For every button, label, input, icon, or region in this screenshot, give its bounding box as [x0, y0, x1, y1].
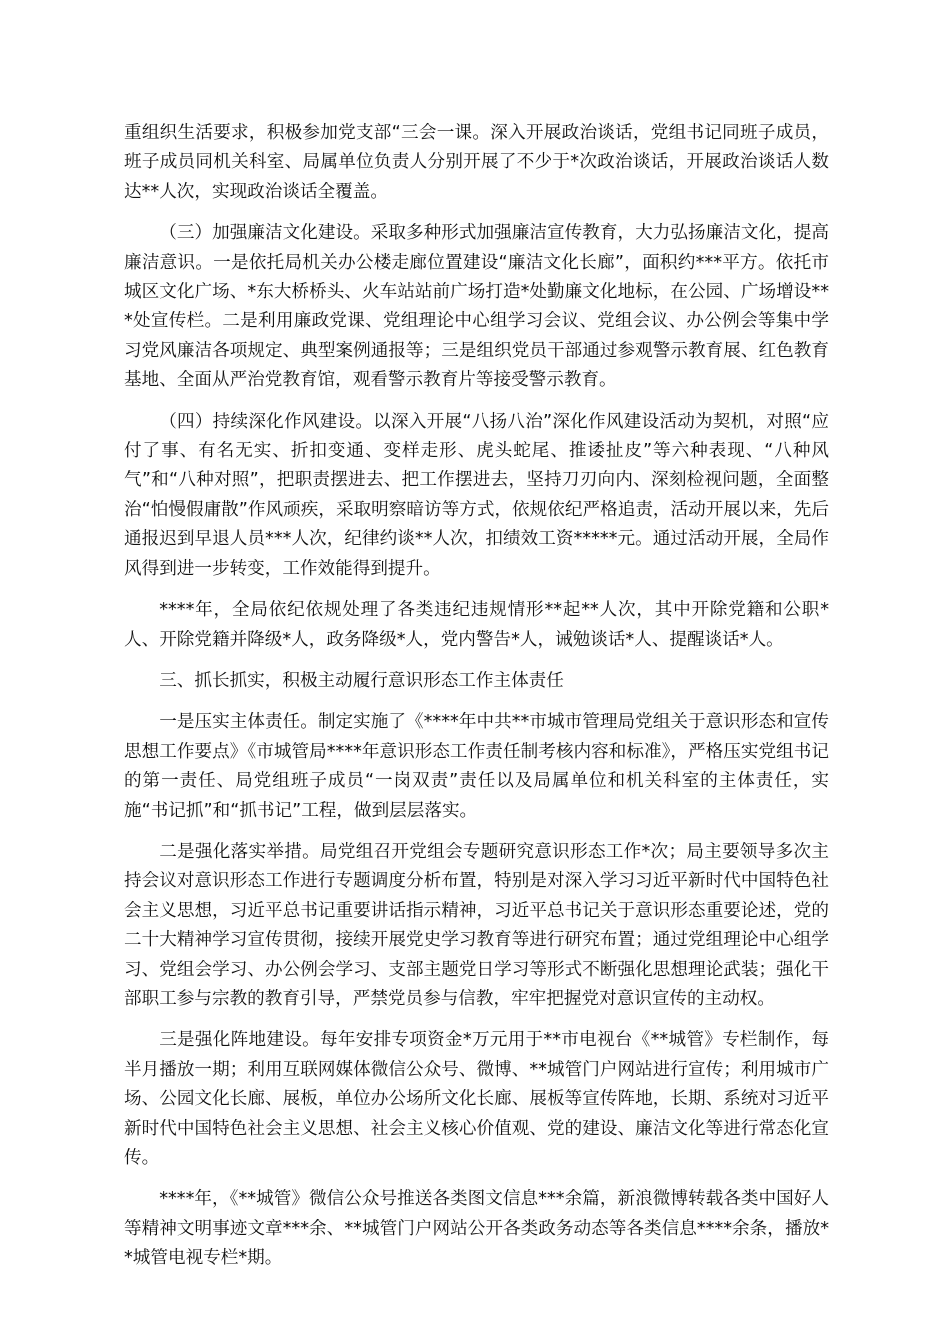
section-heading-ideology: 三、抓长抓实，积极主动履行意识形态工作主体责任	[159, 670, 564, 691]
paragraph-work-style: （四）持续深化作风建设。以深入开展“八扬八治”深化作风建设活动为契机，对照“应付了事、有名无实、折扣变通、变样走形、虎头蛇尾、推诿扯皮”等六种表现、“八种风气”和“八种对照”，把职责摆进去、把工作摆进去，坚持刀刃向内、深刻检视问题，全面整治“怕慢假庸散”作风顽疾，采取明察暗访等方式，依规依纪严格追责，活动开展以来，先后通报迟到早退人员***人次，纪律约谈**人次，扣绩效工资*****元。通过活动开展，全局作风得到进一步转变，工作效能得到提升。	[124, 411, 829, 579]
paragraph-continuation: 重组织生活要求，积极参加党支部“三会一课。深入开展政治谈话，党组书记同班子成员，班子成员同机关科室、局属单位负责人分别开展了不少于*次政治谈话，开展政治谈话人数达**人次，实现政治谈话全覆盖。	[124, 123, 829, 202]
paragraph-responsibility: 一是压实主体责任。制定实施了《****年中共**市城市管理局党组关于意识形态和宣传思想工作要点》《市城管局****年意识形态工作责任制考核内容和标准》，严格压实党组书记的第一责任、局党组班子成员“一岗双责”责任以及局属单位和机关科室的主体责任，实施“书记抓”和“抓书记”工程，做到层层落实。	[124, 712, 829, 821]
paragraph-position-building: 三是强化阵地建设。每年安排专项资金*万元用于**市电视台《**城管》专栏制作，每半月播放一期；利用互联网媒体微信公众号、微博、**城管门户网站进行宣传；利用城市广场、公园文化长廊、展板，单位办公场所文化长廊、展板等宣传阵地，长期、系统对习近平新时代中国特色社会主义思想、社会主义核心价值观、党的建设、廉洁文化等进行常态化宣传。	[124, 1030, 829, 1168]
paragraph-discipline-stats: ****年，全局依纪依规处理了各类违纪违规情形**起**人次，其中开除党籍和公职*人、开除党籍并降级*人，政务降级*人，党内警告*人，诫勉谈话*人、提醒谈话*人。	[124, 600, 829, 650]
paragraph-integrity-culture: （三）加强廉洁文化建设。采取多种形式加强廉洁宣传教育，大力弘扬廉洁文化，提高廉洁意识。一是依托局机关办公楼走廊位置建设“廉洁文化长廊”，面积约***平方。依托市城区文化广场、*东大桥桥头、火车站站前广场打造*处勤廉文化地标，在公园、广场增设***处宣传栏。二是利用廉政党课、党组理论中心组学习会议、党组会议、办公例会等集中学习党风廉洁各项规定、典型案例通报等；三是组织党员干部通过参观警示教育展、红色教育基地、全面从严治党教育馆，观看警示教育片等接受警示教育。	[124, 223, 829, 391]
paragraph-publicity-stats: ****年，《**城管》微信公众号推送各类图文信息***余篇，新浪微博转载各类中国好人等精神文明事迹文章***余、**城管门户网站公开各类政务动态等各类信息****余条，播放**城管电视专栏*期。	[124, 1189, 829, 1269]
document-page	[124, 119, 829, 1286]
paragraph-measures: 二是强化落实举措。局党组召开党组会专题研究意识形态工作*次；局主要领导多次主持会议对意识形态工作进行专题调度分析布置，特别是对深入学习习近平新时代中国特色社会主义思想，习近平总书记重要讲话指示精神，习近平总书记关于意识形态重要论述，党的二十大精神学习宣传贯彻，接续开展党史学习教育等进行研究布置；通过党组理论中心组学习、党组会学习、办公例会学习、支部主题党日学习等形式不断强化思想理论武装；强化干部职工参与宗教的教育引导，严禁党员参与信教，牢牢把握党对意识宣传的主动权。	[124, 841, 829, 1009]
